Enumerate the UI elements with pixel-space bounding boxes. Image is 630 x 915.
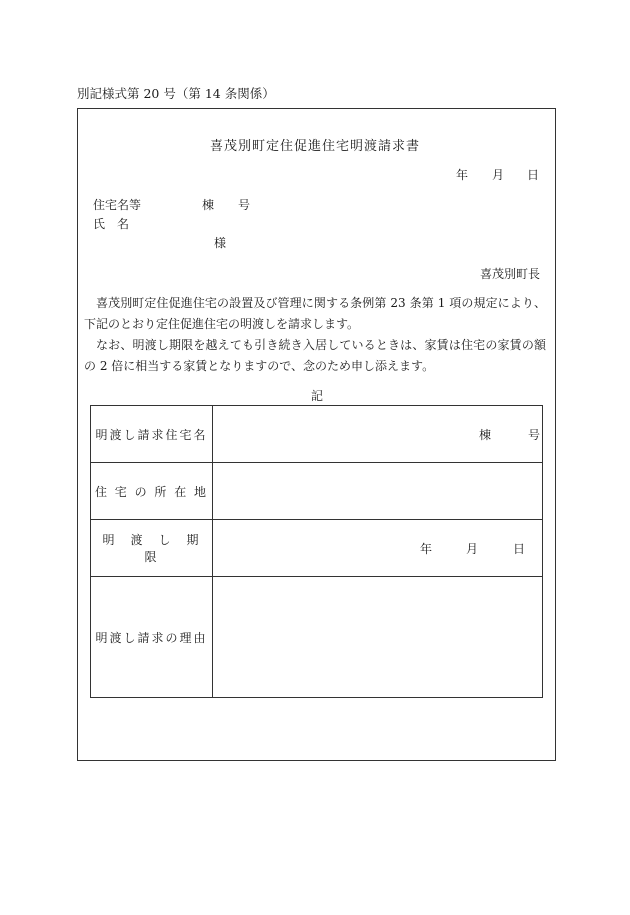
address-cell[interactable] — [213, 463, 543, 520]
name-label: 氏 名 — [93, 217, 130, 231]
body-paragraph-1: 喜茂別町定住促進住宅の設置及び管理に関する条例第 23 条第 1 項の規定により、下記のとおり定住促進住宅の明渡しを請求します。 — [84, 296, 546, 331]
deadline-month-label: 月 — [466, 542, 479, 556]
building-unit-label: 棟 — [479, 428, 492, 442]
room-unit-label: 号 — [238, 198, 251, 212]
reason-cell[interactable] — [213, 577, 543, 698]
form-number: 別記様式第 20 号（第 14 条関係） — [77, 86, 275, 101]
body-paragraph-2: なお、明渡し期限を越えても引き続き入居しているときは、家賃は住宅の家賃の額の 2 倍に相当する家賃となりますので、念のため申し添えます。 — [84, 338, 546, 373]
deadline-year-label: 年 — [420, 542, 433, 556]
table-row — [91, 406, 543, 463]
date-day-label: 日 — [527, 168, 540, 182]
table-row — [91, 463, 543, 520]
row-label: 明渡し請求住宅名 — [91, 406, 213, 463]
honorific-label: 様 — [214, 236, 227, 250]
building-unit-label: 棟 — [202, 198, 215, 212]
body-text — [84, 293, 546, 377]
room-unit-label: 号 — [528, 428, 541, 442]
deadline-day-label: 日 — [513, 542, 526, 556]
date-month-label: 月 — [492, 168, 505, 182]
housing-name-cell[interactable] — [213, 406, 543, 463]
details-table — [90, 405, 543, 698]
deadline-cell[interactable] — [213, 520, 543, 577]
table-row — [91, 577, 543, 698]
row-label: 明 渡 し 期 限 — [91, 520, 213, 577]
row-label: 住 宅 の 所 在 地 — [91, 463, 213, 520]
row-label: 明渡し請求の理由 — [91, 577, 213, 698]
sender-name: 喜茂別町長 — [480, 267, 541, 281]
housing-name-label: 住宅名等 — [93, 198, 142, 212]
date-year-label: 年 — [456, 168, 469, 182]
document-title: 喜茂別町定住促進住宅明渡請求書 — [209, 139, 420, 154]
ki-heading: 記 — [311, 389, 324, 403]
table-row — [91, 520, 543, 577]
